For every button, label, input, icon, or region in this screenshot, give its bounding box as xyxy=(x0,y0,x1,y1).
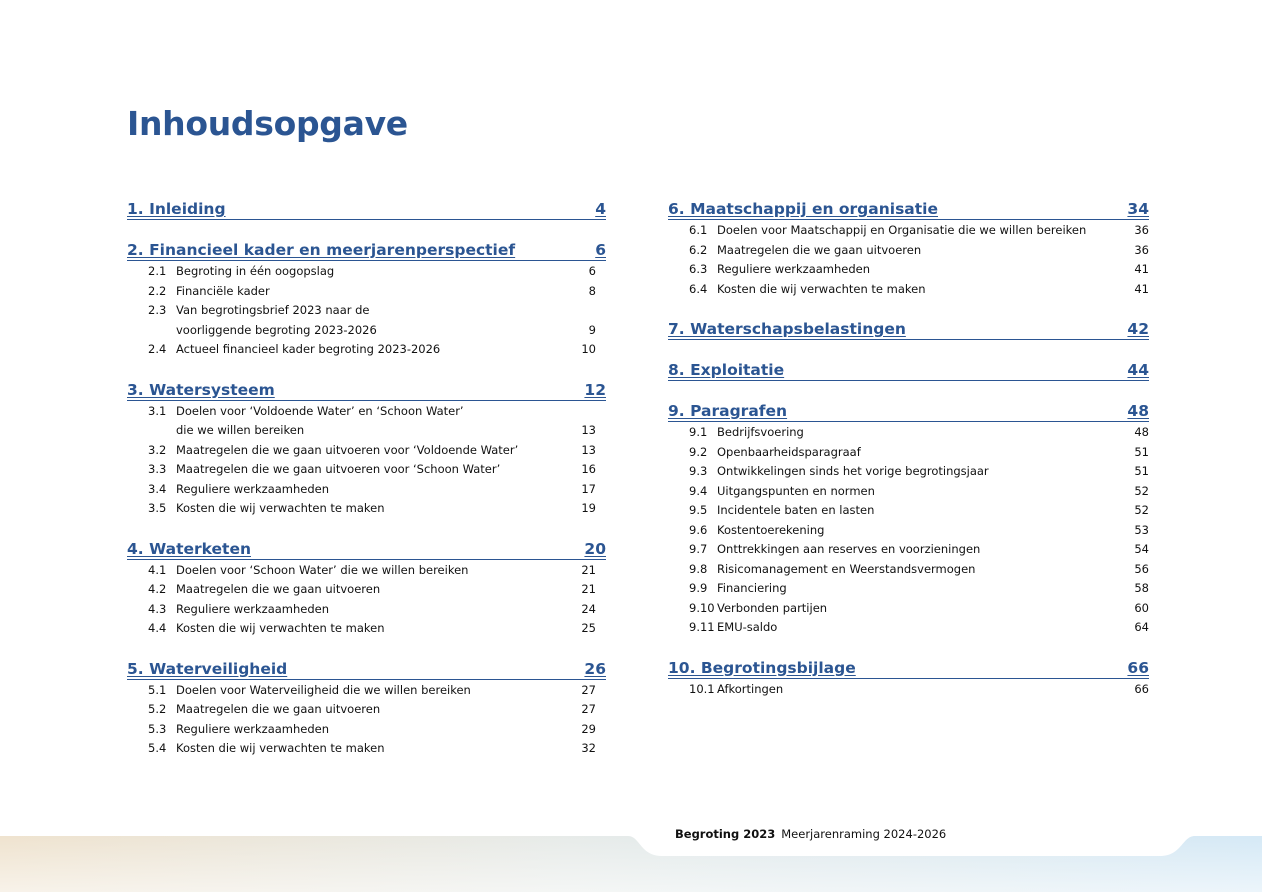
chapter-page-number: 12 xyxy=(584,380,606,399)
section-number: 4.2 xyxy=(148,582,167,596)
toc-section-list xyxy=(127,680,606,759)
toc-section-link[interactable] xyxy=(127,421,606,441)
chapter-page-number: 44 xyxy=(1127,361,1149,379)
toc-chapter-link[interactable] xyxy=(127,238,606,261)
chapter-title: 7. Waterschapsbelastingen xyxy=(668,320,906,338)
section-page-number: 58 xyxy=(1134,581,1149,595)
chapter-title: 6. Maatschappij en organisatie xyxy=(668,200,939,218)
toc-section-link[interactable] xyxy=(668,560,1149,580)
toc-section-link[interactable] xyxy=(668,462,1149,482)
section-title: Kosten die wij verwachten te maken xyxy=(176,501,385,515)
section-page-number: 36 xyxy=(1134,242,1149,257)
toc-section-list xyxy=(668,679,1149,700)
toc-section-link[interactable] xyxy=(127,340,606,360)
toc-chapter-link[interactable] xyxy=(668,399,1149,422)
toc-section-link[interactable] xyxy=(127,301,606,321)
section-number: 9.7 xyxy=(689,542,708,556)
toc-chapter-link[interactable] xyxy=(127,657,606,680)
toc-section-link[interactable] xyxy=(668,443,1149,463)
section-title: Reguliere werkzaamheden xyxy=(176,601,330,616)
section-title: Doelen voor Waterveiligheid die we willen bereiken xyxy=(176,682,471,697)
section-page-number: 66 xyxy=(1134,681,1149,696)
toc-section-link[interactable] xyxy=(668,482,1149,502)
toc-section-link[interactable] xyxy=(668,221,1149,241)
toc-section-link[interactable] xyxy=(127,681,606,701)
toc-section-list xyxy=(127,261,606,360)
section-title: Uitgangspunten en normen xyxy=(717,483,875,498)
section-number: 9.11 xyxy=(689,620,715,634)
section-number: 4.4 xyxy=(148,621,167,635)
footer-title: Begroting 2023 xyxy=(675,827,776,841)
chapter-page-number: 20 xyxy=(584,539,606,558)
chapter-page-number: 6 xyxy=(595,241,606,259)
chapter-page-number: 42 xyxy=(1127,320,1149,338)
section-page-number: 21 xyxy=(581,582,596,596)
section-page-number: 6 xyxy=(588,264,596,278)
section-number: 2.3 xyxy=(148,303,167,317)
section-number: 3.2 xyxy=(148,442,167,457)
section-title: Maatregelen die we gaan uitvoeren voor ‘Schoon Water’ xyxy=(176,462,501,476)
section-number: 9.9 xyxy=(689,581,708,595)
section-title: Kosten die wij verwachten te maken xyxy=(717,281,926,296)
toc-chapter-link[interactable] xyxy=(127,378,606,401)
toc-section-list xyxy=(668,422,1149,638)
section-page-number: 41 xyxy=(1134,281,1149,296)
section-title: die we willen bereiken xyxy=(176,423,305,437)
section-number: 3.4 xyxy=(148,481,167,496)
section-page-number: 52 xyxy=(1134,503,1149,517)
toc-chapter-link[interactable] xyxy=(127,197,606,220)
section-number: 6.3 xyxy=(689,262,708,276)
section-title: Maatregelen die we gaan uitvoeren xyxy=(176,702,381,716)
section-page-number: 19 xyxy=(581,501,596,515)
section-number: 9.6 xyxy=(689,522,708,537)
page-title: Inhoudsopgave xyxy=(127,104,408,143)
section-title: voorliggende begroting 2023-2026 xyxy=(176,322,377,337)
section-page-number: 27 xyxy=(581,682,596,697)
chapter-title: 1. Inleiding xyxy=(127,200,226,218)
section-number: 5.4 xyxy=(148,741,167,755)
toc-section-link[interactable] xyxy=(127,700,606,720)
section-title: Doelen voor Maatschappij en Organisatie die we willen bereiken xyxy=(717,223,1087,237)
section-number: 2.2 xyxy=(148,283,167,298)
toc-section-list xyxy=(127,560,606,639)
toc-section-link[interactable] xyxy=(127,619,606,639)
section-title: Verbonden partijen xyxy=(717,600,828,615)
toc-column-right xyxy=(668,197,1149,699)
section-page-number: 8 xyxy=(588,283,596,298)
toc-section-link[interactable] xyxy=(127,321,606,341)
section-page-number: 24 xyxy=(581,601,596,616)
section-title: Incidentele baten en lasten xyxy=(717,503,875,517)
toc-section-link[interactable] xyxy=(668,680,1149,700)
toc-section-link[interactable] xyxy=(127,480,606,500)
section-title: Bedrijfsvoering xyxy=(717,425,804,439)
section-page-number: 29 xyxy=(581,721,596,736)
section-number: 9.5 xyxy=(689,503,708,517)
section-page-number: 64 xyxy=(1134,620,1149,634)
toc-section-link[interactable] xyxy=(127,580,606,600)
footer-wave-decoration xyxy=(0,836,1262,892)
section-title: Van begrotingsbrief 2023 naar de xyxy=(176,303,370,317)
section-page-number: 32 xyxy=(581,741,596,755)
section-title: Financiering xyxy=(717,581,787,595)
toc-section-link[interactable] xyxy=(668,618,1149,638)
section-number: 4.3 xyxy=(148,601,167,616)
section-number: 5.1 xyxy=(148,682,167,697)
section-number: 5.2 xyxy=(148,702,167,716)
section-page-number: 17 xyxy=(581,481,596,496)
chapter-title: 5. Waterveiligheid xyxy=(127,659,288,678)
section-number: 6.1 xyxy=(689,223,708,237)
section-title: Maatregelen die we gaan uitvoeren voor ‘Voldoende Water’ xyxy=(176,442,519,457)
section-title: Doelen voor ‘Voldoende Water’ en ‘Schoon Water’ xyxy=(176,403,464,418)
section-number: 9.3 xyxy=(689,464,708,478)
toc-section-list xyxy=(668,220,1149,299)
section-title: Maatregelen die we gaan uitvoeren xyxy=(176,582,381,596)
section-number: 9.8 xyxy=(689,561,708,576)
section-page-number: 48 xyxy=(1134,425,1149,439)
toc-section-link[interactable] xyxy=(668,280,1149,300)
section-page-number: 13 xyxy=(581,442,596,457)
section-page-number: 51 xyxy=(1134,464,1149,478)
section-page-number: 51 xyxy=(1134,444,1149,459)
section-title: Kosten die wij verwachten te maken xyxy=(176,741,385,755)
section-number: 6.2 xyxy=(689,242,708,257)
section-title: Reguliere werkzaamheden xyxy=(176,721,330,736)
chapter-title: 3. Watersysteem xyxy=(127,380,275,399)
toc-chapter-link[interactable] xyxy=(668,656,1149,679)
toc-section-link[interactable] xyxy=(668,241,1149,261)
section-number: 10.1 xyxy=(689,681,715,696)
section-title: Reguliere werkzaamheden xyxy=(176,481,330,496)
toc-section-link[interactable] xyxy=(668,599,1149,619)
section-page-number: 52 xyxy=(1134,483,1149,498)
section-title: Begroting in één oogopslag xyxy=(176,264,335,278)
chapter-page-number: 48 xyxy=(1127,402,1149,420)
toc-section-link[interactable] xyxy=(127,402,606,422)
section-number: 2.4 xyxy=(148,342,167,356)
section-number: 5.3 xyxy=(148,721,167,736)
section-page-number xyxy=(556,301,606,321)
toc-chapter-link[interactable] xyxy=(668,358,1149,381)
section-title: Actueel financieel kader begroting 2023-2026 xyxy=(176,342,441,356)
section-number: 6.4 xyxy=(689,281,708,296)
section-page-number: 16 xyxy=(581,462,596,476)
chapter-title: 2. Financieel kader en meerjarenperspectief xyxy=(127,241,516,259)
section-page-number xyxy=(556,402,606,422)
toc-section-list xyxy=(127,401,606,519)
chapter-title: 10. Begrotingsbijlage xyxy=(668,658,856,677)
toc-chapter-link[interactable] xyxy=(668,317,1149,340)
chapter-title: 4. Waterketen xyxy=(127,539,251,558)
chapter-title: 8. Exploitatie xyxy=(668,361,785,379)
section-title: Reguliere werkzaamheden xyxy=(717,262,871,276)
toc-section-link[interactable] xyxy=(127,600,606,620)
section-number: 3.1 xyxy=(148,403,167,418)
section-page-number: 54 xyxy=(1134,542,1149,556)
section-title: Afkortingen xyxy=(717,681,784,696)
toc-section-link[interactable] xyxy=(668,521,1149,541)
toc-section-link[interactable] xyxy=(127,282,606,302)
toc-section-link[interactable] xyxy=(668,501,1149,521)
toc-section-link[interactable] xyxy=(127,499,606,519)
toc-section-link[interactable] xyxy=(127,720,606,740)
section-page-number: 25 xyxy=(581,621,596,635)
chapter-page-number: 66 xyxy=(1127,658,1149,677)
section-number: 9.10 xyxy=(689,600,715,615)
toc-section-link[interactable] xyxy=(668,423,1149,443)
section-title: Risicomanagement en Weerstandsvermogen xyxy=(717,561,976,576)
section-page-number: 41 xyxy=(1134,262,1149,276)
section-title: Financiële kader xyxy=(176,283,270,298)
section-page-number: 53 xyxy=(1134,522,1149,537)
section-page-number: 36 xyxy=(1134,223,1149,237)
section-number: 4.1 xyxy=(148,562,167,577)
section-page-number: 10 xyxy=(581,342,596,356)
toc-section-link[interactable] xyxy=(668,260,1149,280)
section-page-number: 21 xyxy=(581,562,596,577)
footer-subtitle: Meerjarenraming 2024-2026 xyxy=(781,827,947,841)
section-title: Onttrekkingen aan reserves en voorzieningen xyxy=(717,542,981,556)
section-number: 2.1 xyxy=(148,264,167,278)
toc-section-link[interactable] xyxy=(668,540,1149,560)
section-page-number: 13 xyxy=(581,423,596,437)
toc-section-link[interactable] xyxy=(127,262,606,282)
section-page-number: 9 xyxy=(588,322,596,337)
section-title: Kosten die wij verwachten te maken xyxy=(176,621,385,635)
section-title: EMU-saldo xyxy=(717,620,778,634)
footer xyxy=(675,827,946,841)
section-title: Kostentoerekening xyxy=(717,522,825,537)
section-title: Openbaarheidsparagraaf xyxy=(717,444,861,459)
toc-section-link[interactable] xyxy=(127,441,606,461)
toc-section-link[interactable] xyxy=(668,579,1149,599)
section-page-number: 56 xyxy=(1134,561,1149,576)
chapter-page-number: 34 xyxy=(1127,200,1149,218)
toc-section-link[interactable] xyxy=(127,460,606,480)
section-title: Maatregelen die we gaan uitvoeren xyxy=(717,242,922,257)
toc-section-link[interactable] xyxy=(127,739,606,759)
toc-chapter-link[interactable] xyxy=(127,537,606,560)
section-page-number: 27 xyxy=(581,702,596,716)
toc-section-link[interactable] xyxy=(127,561,606,581)
chapter-title: 9. Paragrafen xyxy=(668,402,788,420)
section-title: Doelen voor ‘Schoon Water’ die we willen bereiken xyxy=(176,562,469,577)
toc-column-left xyxy=(127,197,606,759)
section-title: Ontwikkelingen sinds het vorige begrotingsjaar xyxy=(717,464,989,478)
section-number: 9.1 xyxy=(689,425,708,439)
toc-chapter-link[interactable] xyxy=(668,197,1149,220)
section-number: 3.5 xyxy=(148,501,167,515)
section-page-number: 60 xyxy=(1134,600,1149,615)
section-number: 3.3 xyxy=(148,462,167,476)
section-number: 9.2 xyxy=(689,444,708,459)
section-number: 9.4 xyxy=(689,483,708,498)
chapter-page-number: 4 xyxy=(595,200,606,218)
chapter-page-number: 26 xyxy=(584,659,606,678)
